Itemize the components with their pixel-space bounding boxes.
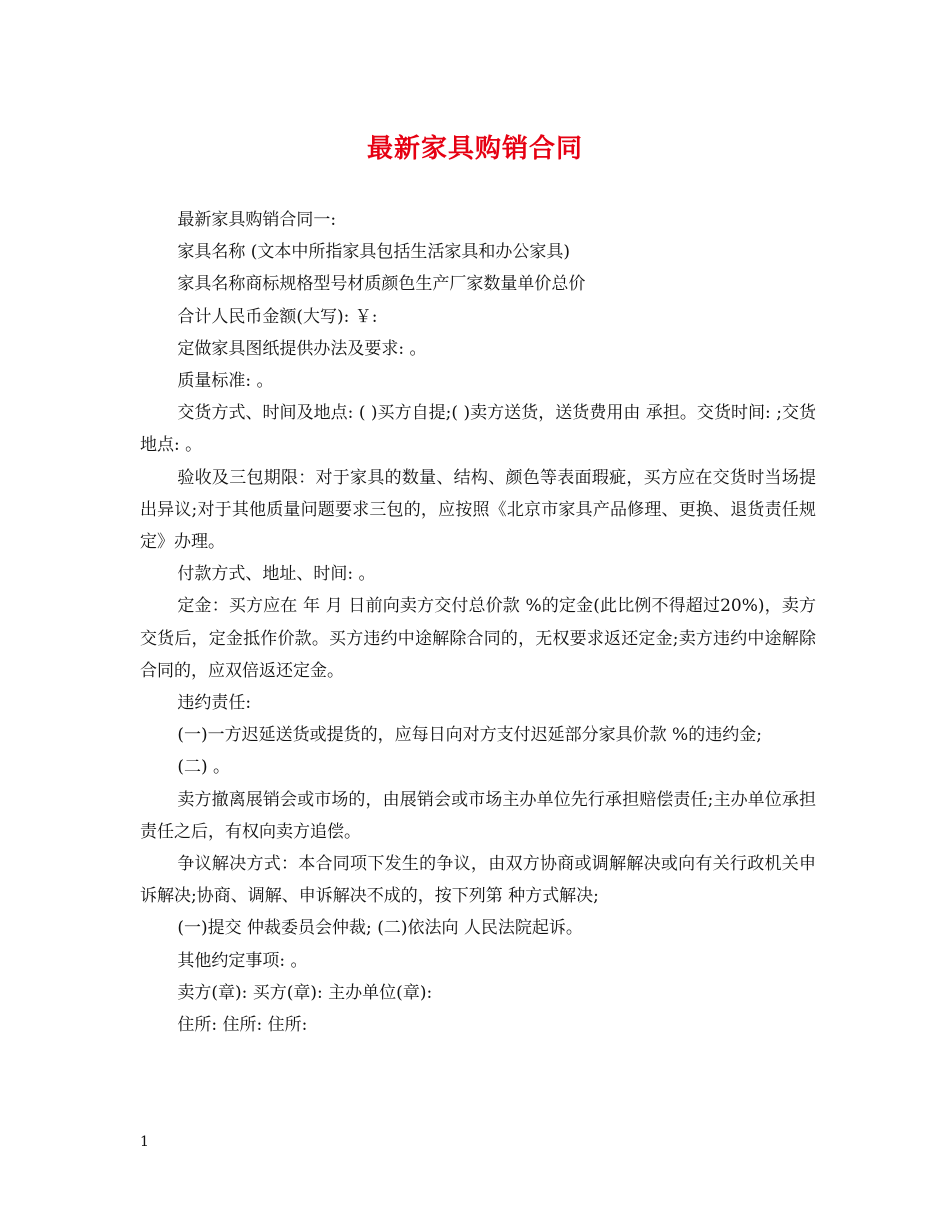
paragraph: 卖方(章): 买方(章): 主办单位(章): bbox=[177, 982, 433, 1003]
paragraph: 卖方撤离展销会或市场的，由展销会或市场主办单位先行承担赔偿责任;主办单位承担责任之后，有权向卖方追偿。 bbox=[140, 789, 816, 842]
page-number: 1 bbox=[140, 1134, 149, 1150]
paragraph: 家具名称商标规格型号材质颜色生产厂家数量单价总价 bbox=[177, 274, 586, 295]
paragraph: 违约责任: bbox=[177, 693, 252, 714]
paragraph: 定做家具图纸提供办法及要求: 。 bbox=[177, 338, 427, 359]
paragraph: 付款方式、地址、时间: 。 bbox=[177, 564, 376, 585]
paragraph: 合计人民币金额(大写): ￥: bbox=[177, 306, 378, 327]
paragraph: (一)提交 仲裁委员会仲裁; (二)依法向 人民法院起诉。 bbox=[177, 918, 583, 939]
paragraph: (二) 。 bbox=[177, 757, 231, 778]
document-title: 最新家具购销合同 bbox=[366, 134, 583, 164]
paragraph: 争议解决方式：本合同项下发生的争议，由双方协商或调解解决或向有关行政机关申诉解决;协商、调解、申诉解决不成的，按下列第 种方式解决; bbox=[140, 854, 816, 907]
paragraph: 验收及三包期限：对于家具的数量、结构、颜色等表面瑕疵，买方应在交货时当场提出异议;对于其他质量问题要求三包的，应按照《北京市家具产品修理、更换、退货责任规定》办理。 bbox=[140, 467, 816, 553]
paragraph: 家具名称 (文本中所指家具包括生活家具和办公家具) bbox=[177, 242, 571, 263]
paragraph: 最新家具购销合同一: bbox=[177, 210, 337, 230]
paragraph: 质量标准: 。 bbox=[177, 371, 274, 392]
paragraph: (一)一方迟延送货或提货的，应每日向对方支付迟延部分家具价款 %的违约金; bbox=[177, 725, 762, 746]
paragraph: 其他约定事项: 。 bbox=[177, 950, 308, 971]
document-body bbox=[140, 204, 816, 1041]
paragraph: 定金：买方应在 年 月 日前向卖方交付总价款 %的定金(此比例不得超过20%)，卖方交货后，定金抵作价款。买方违约中途解除合同的，无权要求返还定金;卖方违约中途解除合同的，应双倍返还定金。 bbox=[140, 596, 816, 681]
paragraph: 交货方式、时间及地点: ( )买方自提;( )卖方送货，送货费用由 承担。交货时间: ;交货地点: 。 bbox=[140, 403, 816, 456]
paragraph: 住所: 住所: 住所: bbox=[177, 1015, 308, 1036]
